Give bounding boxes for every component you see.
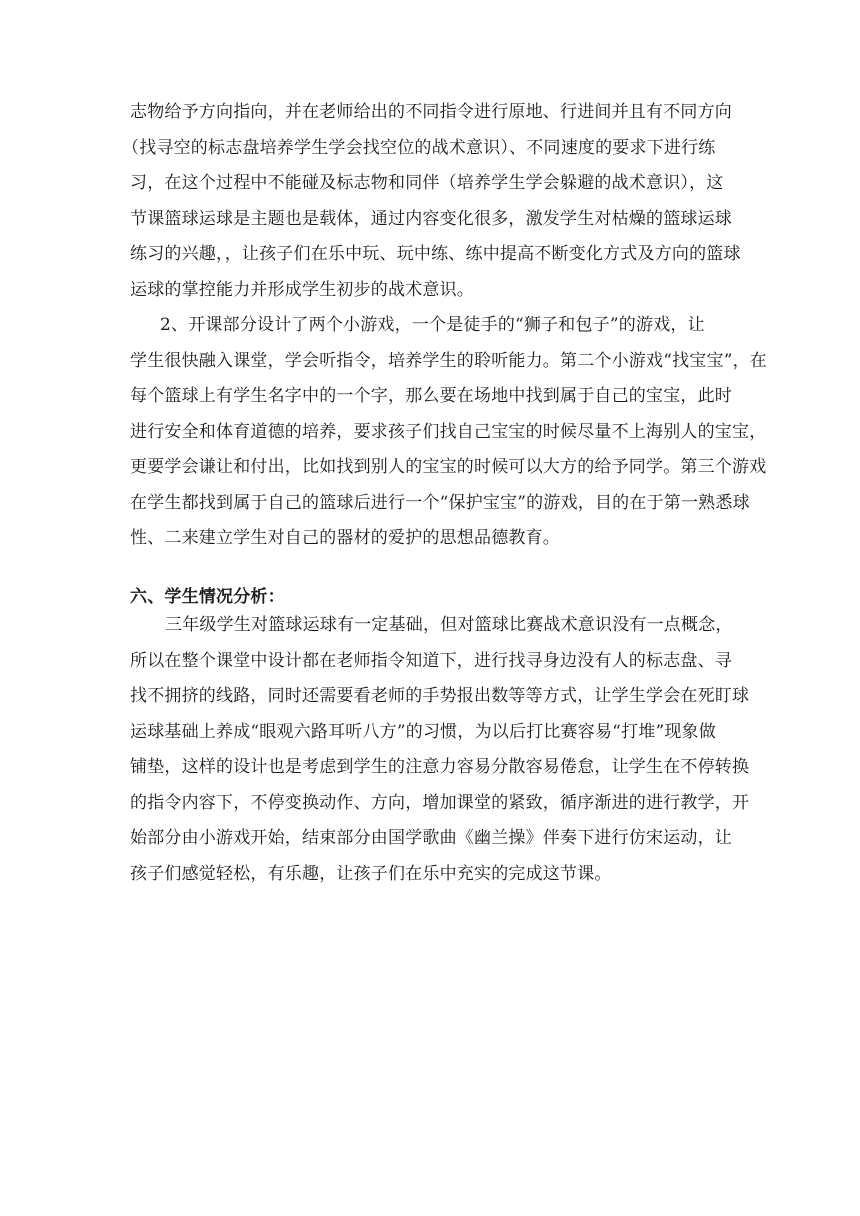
text-line: 性、二来建立学生对自己的器材的爱护的思想品德教育。 [130, 528, 560, 548]
text-line: 2、开课部分设计了两个小游戏，一个是徒手的“狮子和包子”的游戏，让 [160, 315, 705, 335]
text-line: 的指令内容下，不停变换动作、方向，增加课堂的紧致，循序渐进的进行教学，开 [130, 793, 750, 813]
text-line: 找不拥挤的线路，同时还需要看老师的手势报出数等等方式，让学生学会在死盯球 [130, 686, 750, 706]
text-line: 所以在整个课堂中设计都在老师指令知道下，进行找寻身边没有人的标志盘、寻 [130, 651, 732, 671]
text-line: 孩子们感觉轻松，有乐趣，让孩子们在乐中充实的完成这节课。 [130, 864, 612, 884]
text-line: 进行安全和体育道德的培养，要求孩子们找自己宝宝的时候尽量不上海别人的宝宝， [130, 422, 767, 442]
text-line: 铺垫，这样的设计也是考虑到学生的注意力容易分散容易倦怠，让学生在不停转换 [130, 757, 750, 777]
section-heading: 六、学生情况分析： [130, 587, 285, 607]
text-line: 志物给予方向指向，并在老师给出的不同指令进行原地、行进间并且有不同方向 [130, 102, 732, 122]
text-line: 节课篮球运球是主题也是载体，通过内容变化很多，激发学生对枯燥的篮球运球 [130, 209, 732, 229]
text-line: 在学生都找到属于自己的篮球后进行一个“保护宝宝”的游戏，目的在于第一熟悉球 [130, 493, 750, 513]
text-line: 运球基础上养成“眼观六路耳听八方”的习惯，为以后打比赛容易“打堆”现象做 [130, 722, 716, 742]
text-line: 三年级学生对篮球运球有一定基础，但对篮球比赛战术意识没有一点概念， [165, 615, 733, 635]
text-line: 练习的兴趣，，让孩子们在乐中玩、玩中练、练中提高不断变化方式及方向的篮球 [130, 244, 741, 264]
text-line: 更要学会谦让和付出，比如找到别人的宝宝的时候可以大方的给予同学。第三个游戏 [130, 457, 767, 477]
text-line: 运球的掌控能力并形成学生初步的战术意识。 [130, 280, 474, 300]
text-line: 始部分由小游戏开始，结束部分由国学歌曲《幽兰操》伴奏下进行仿宋运动，让 [130, 828, 732, 848]
text-line: 学生很快融入课堂，学会听指令，培养学生的聆听能力。第二个小游戏“找宝宝”，在 [130, 351, 767, 371]
text-line: 习，在这个过程中不能碰及标志物和同伴（培养学生学会躲避的战术意识），这 [130, 173, 724, 193]
text-line: （找寻空的标志盘培养学生学会找空位的战术意识）、不同速度的要求下进行练 [122, 138, 716, 158]
text-line: 每个篮球上有学生名字中的一个字，那么要在场地中找到属于自己的宝宝，此时 [130, 386, 732, 406]
